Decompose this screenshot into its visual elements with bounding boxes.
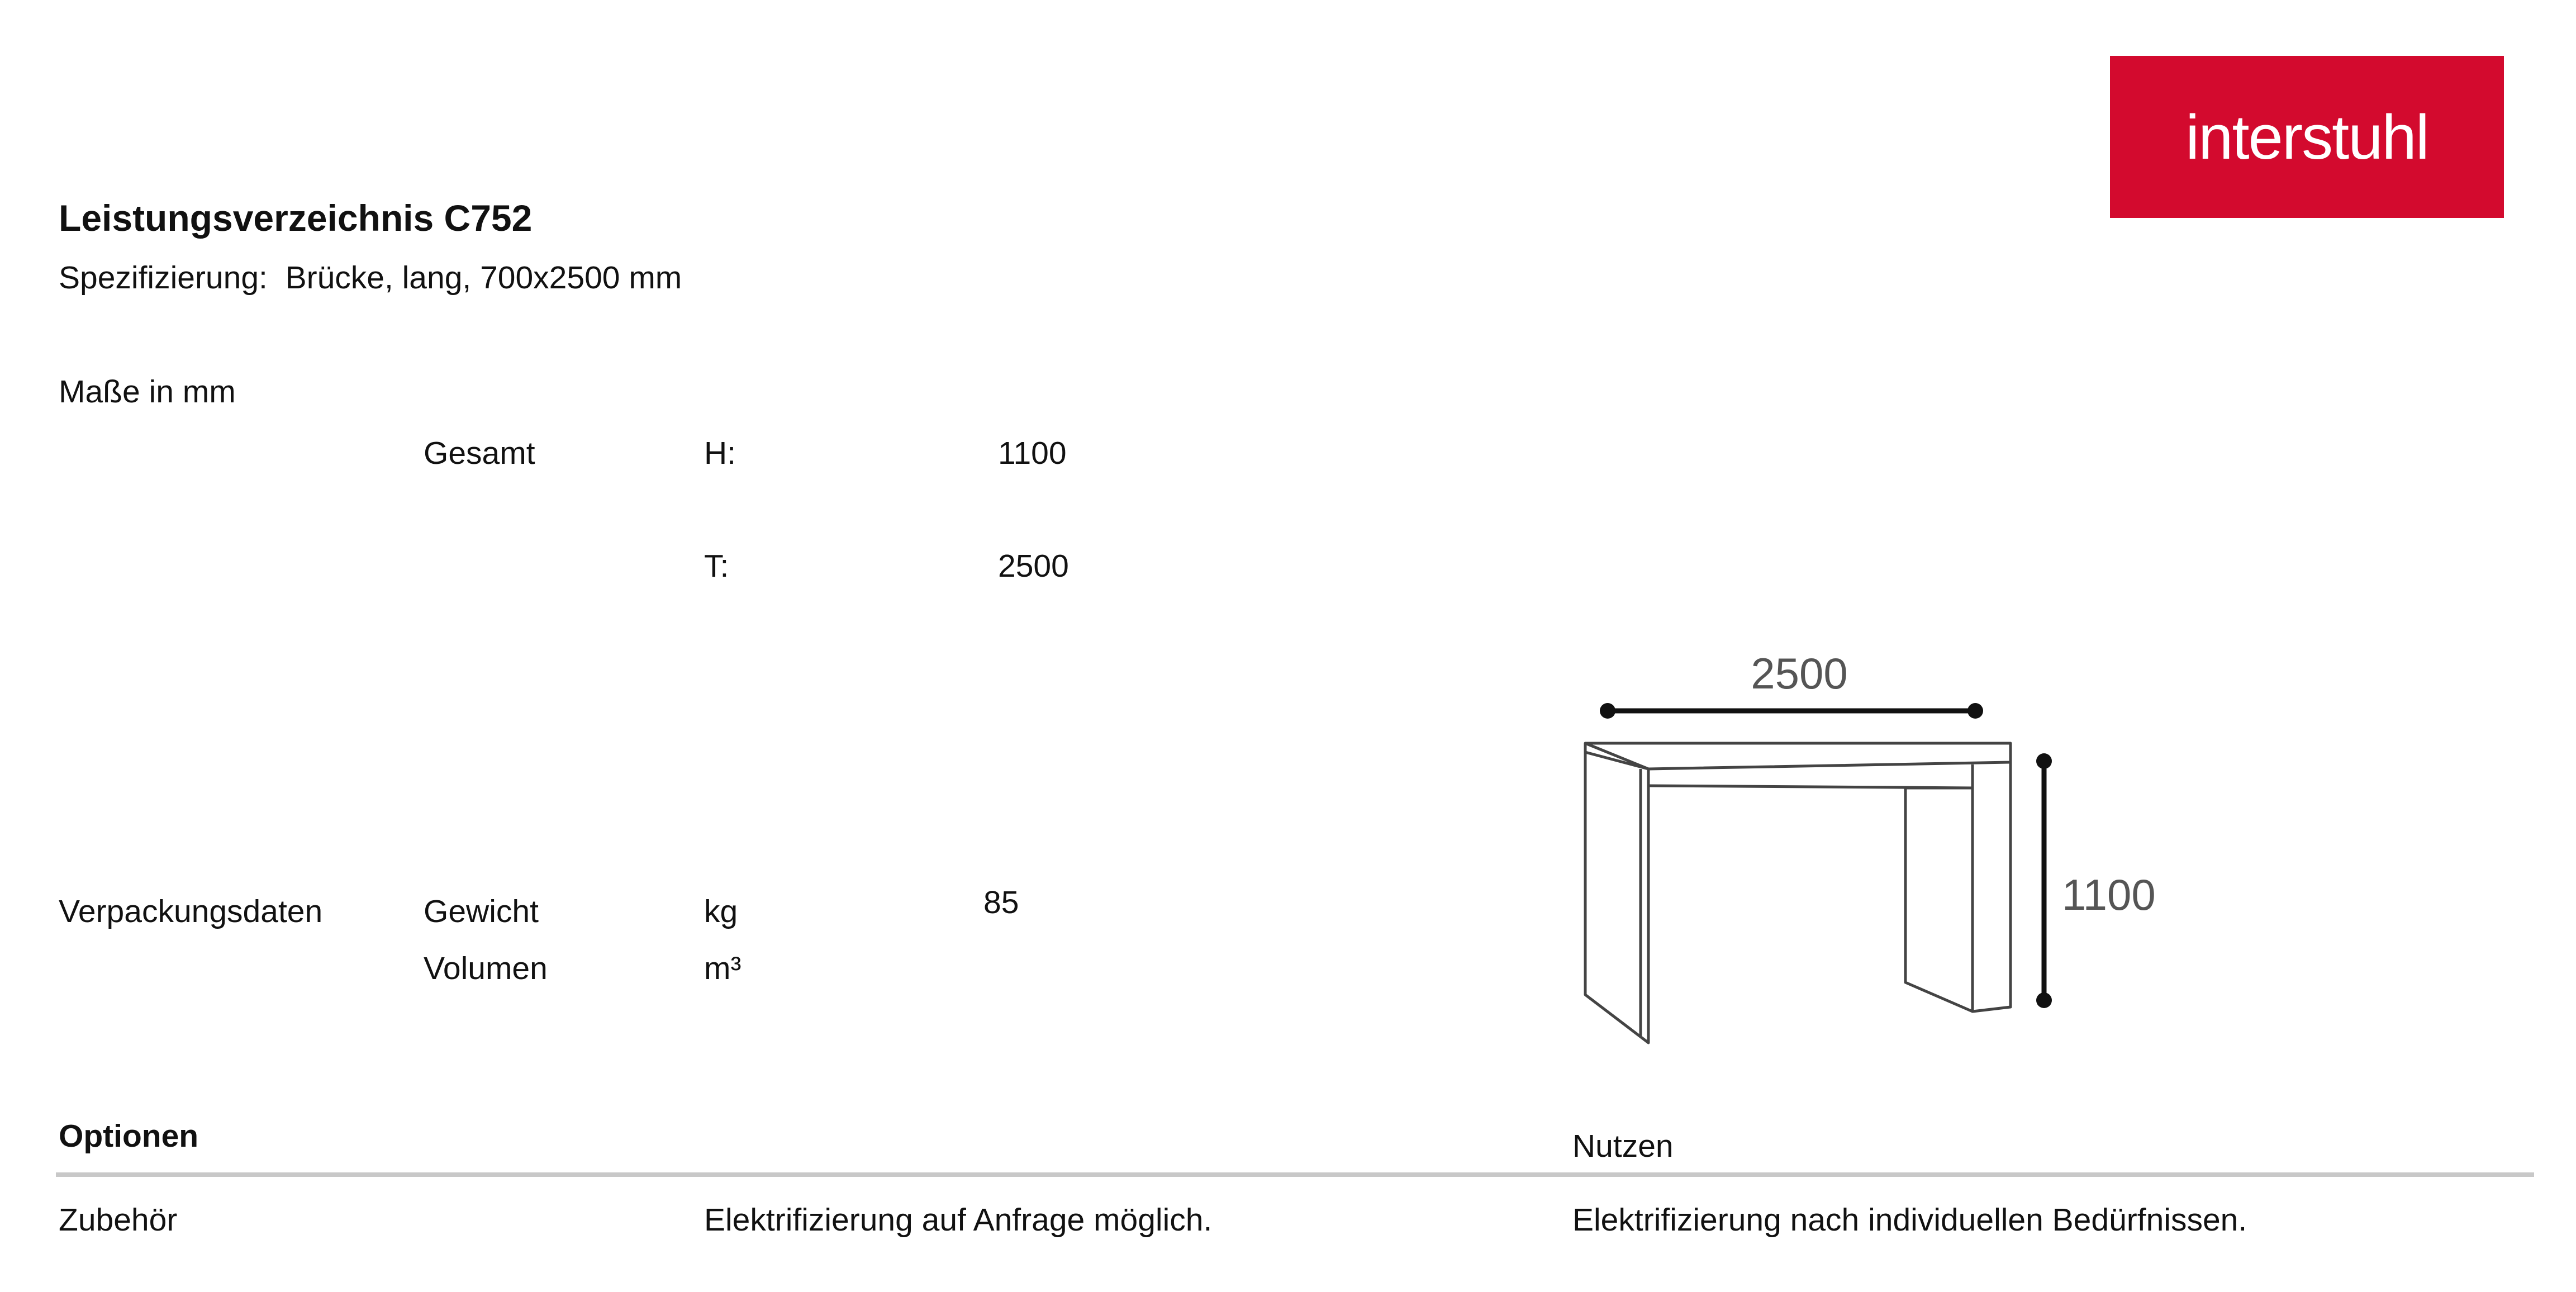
- brand-logo: [2110, 56, 2504, 218]
- dimension-height-value: 1100: [998, 435, 1067, 471]
- option-benefit: Elektrifizierung nach individuellen Bedürfnissen.: [1572, 1202, 2247, 1238]
- dimension-height-label: H:: [704, 435, 736, 471]
- dimensions-group-label: Gesamt: [424, 435, 535, 471]
- options-divider: [56, 1172, 2534, 1177]
- option-category: Zubehör: [59, 1202, 178, 1238]
- dimensions-section-label: Maße in mm: [59, 374, 236, 410]
- packaging-weight-unit: kg: [704, 894, 738, 929]
- packaging-volume-unit: m³: [704, 951, 742, 986]
- height-dimension-line: [2036, 753, 2052, 1008]
- specification-line: [59, 259, 682, 296]
- dimension-depth-value: 2500: [998, 548, 1069, 584]
- specification-label: Spezifizierung:: [59, 260, 268, 296]
- benefit-heading: Nutzen: [1572, 1128, 1674, 1164]
- width-dimension-line: [1600, 703, 1983, 719]
- options-heading: Optionen: [59, 1118, 199, 1154]
- document-title: Leistungsverzeichnis C752: [59, 197, 533, 239]
- dimension-depth-label: T:: [704, 548, 729, 584]
- packaging-volume-label: Volumen: [424, 951, 548, 986]
- width-dimension-label: 2500: [1751, 649, 1848, 698]
- specification-value: Brücke, lang, 700x2500 mm: [285, 260, 682, 296]
- bridge-desk-outline: [1585, 743, 2011, 1043]
- packaging-section-label: Verpackungsdaten: [59, 894, 323, 929]
- brand-logo-text: interstuhl: [2185, 102, 2428, 172]
- packaging-weight-value: 85: [983, 885, 1019, 920]
- option-description: Elektrifizierung auf Anfrage möglich.: [704, 1202, 1213, 1238]
- height-dimension-label: 1100: [2062, 870, 2156, 919]
- packaging-weight-label: Gewicht: [424, 894, 539, 929]
- product-drawing: [1576, 643, 2196, 1056]
